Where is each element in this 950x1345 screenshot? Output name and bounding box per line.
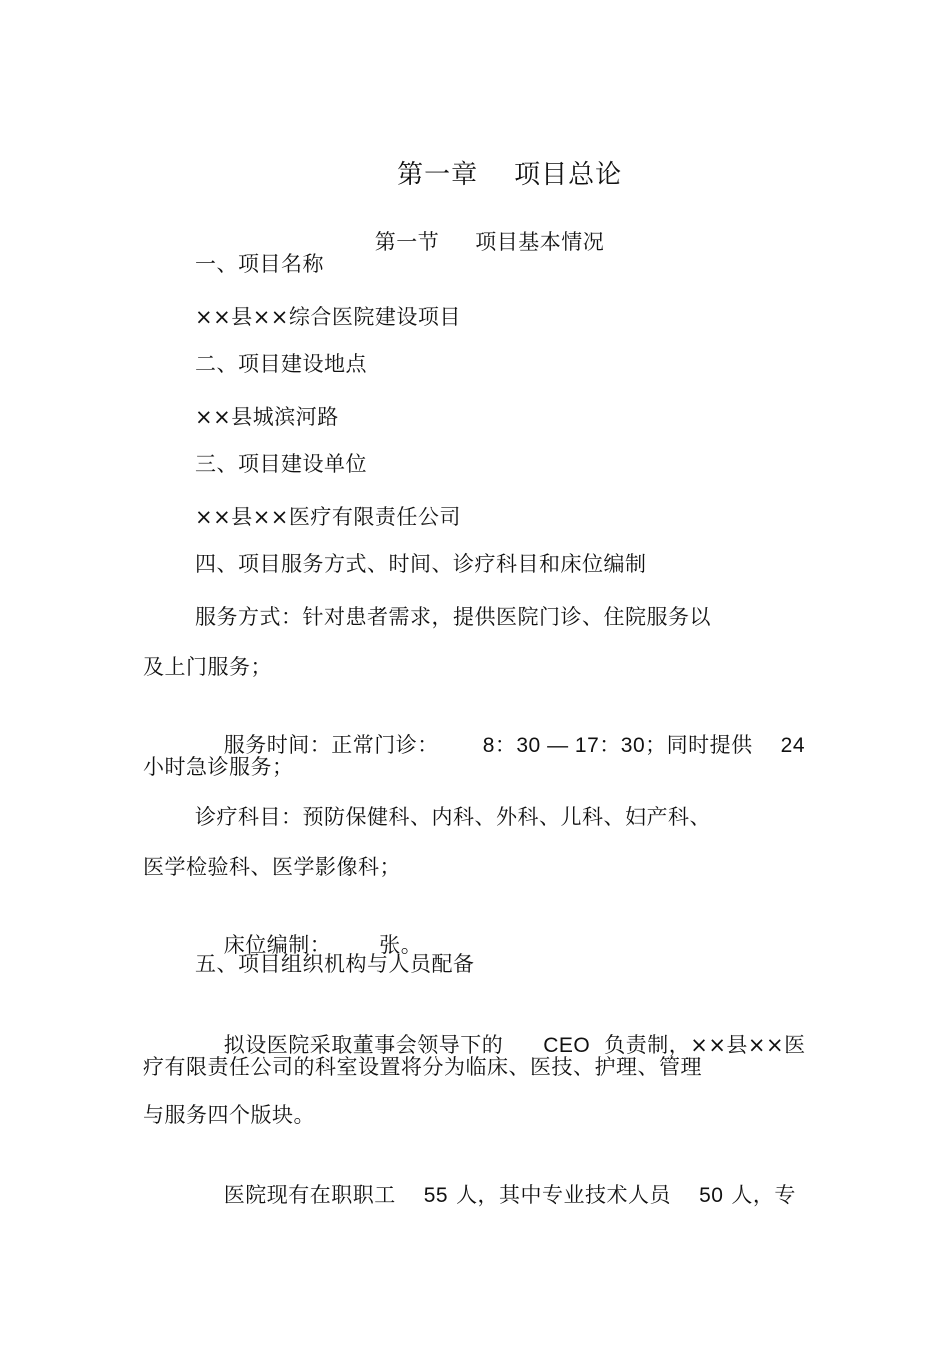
org-para-1-a: 拟设医院采取董事会领导下的 — [223, 1033, 504, 1057]
item-heading-1: 一、项目名称 — [195, 252, 324, 276]
service-time-range: 8：30 — 17：30；同时提供 — [482, 734, 753, 757]
service-beds-prefix: 床位编制： — [223, 933, 332, 957]
section-label: 第一节 — [374, 230, 440, 254]
chapter-label: 第一章 — [397, 160, 479, 190]
item-value-1: ××县××综合医院建设项目 — [195, 305, 461, 329]
item-heading-4: 四、项目服务方式、时间、诊疗科目和床位编制 — [195, 552, 647, 576]
org-para-1-b: 负责制，××县××医 — [604, 1033, 806, 1057]
section-title: 项目基本情况 — [475, 230, 605, 254]
service-beds-suffix: 张。 — [379, 933, 423, 957]
org-para-1-line-3: 与服务四个版块。 — [143, 1103, 315, 1127]
org-para-2-a: 医院现有在职职工 — [223, 1183, 396, 1207]
org-para-2-c: 人，专 — [731, 1183, 796, 1207]
org-para-1-line-2: 疗有限责任公司的科室设置将分为临床、医技、护理、管理 — [143, 1055, 702, 1079]
item-value-2: ××县城滨河路 — [195, 405, 339, 429]
org-para-2-line-1 — [195, 1153, 796, 1238]
org-staff-count: 55 — [423, 1184, 449, 1207]
service-mode-line-1: 服务方式：针对患者需求，提供医院门诊、住院服务以 — [195, 605, 711, 629]
item-value-3: ××县××医疗有限责任公司 — [195, 505, 461, 529]
org-ceo: CEO — [543, 1034, 591, 1057]
chapter-title: 项目总论 — [514, 160, 623, 190]
item-heading-5: 五、项目组织机构与人员配备 — [195, 952, 475, 976]
org-para-2-b: 人，其中专业技术人员 — [456, 1183, 672, 1207]
service-time-hours: 24 — [780, 734, 805, 757]
service-dept-line-1: 诊疗科目：预防保健科、内科、外科、儿科、妇产科、 — [195, 805, 711, 829]
service-time-line-2: 小时急诊服务； — [143, 755, 294, 779]
item-heading-3: 三、项目建设单位 — [195, 452, 367, 476]
item-heading-2: 二、项目建设地点 — [195, 352, 367, 376]
service-dept-line-2: 医学检验科、医学影像科； — [143, 855, 401, 879]
service-time-prefix: 服务时间：正常门诊： — [223, 733, 439, 757]
section-heading — [346, 200, 604, 284]
org-tech-count: 50 — [699, 1184, 724, 1207]
service-mode-line-2: 及上门服务； — [143, 655, 272, 679]
